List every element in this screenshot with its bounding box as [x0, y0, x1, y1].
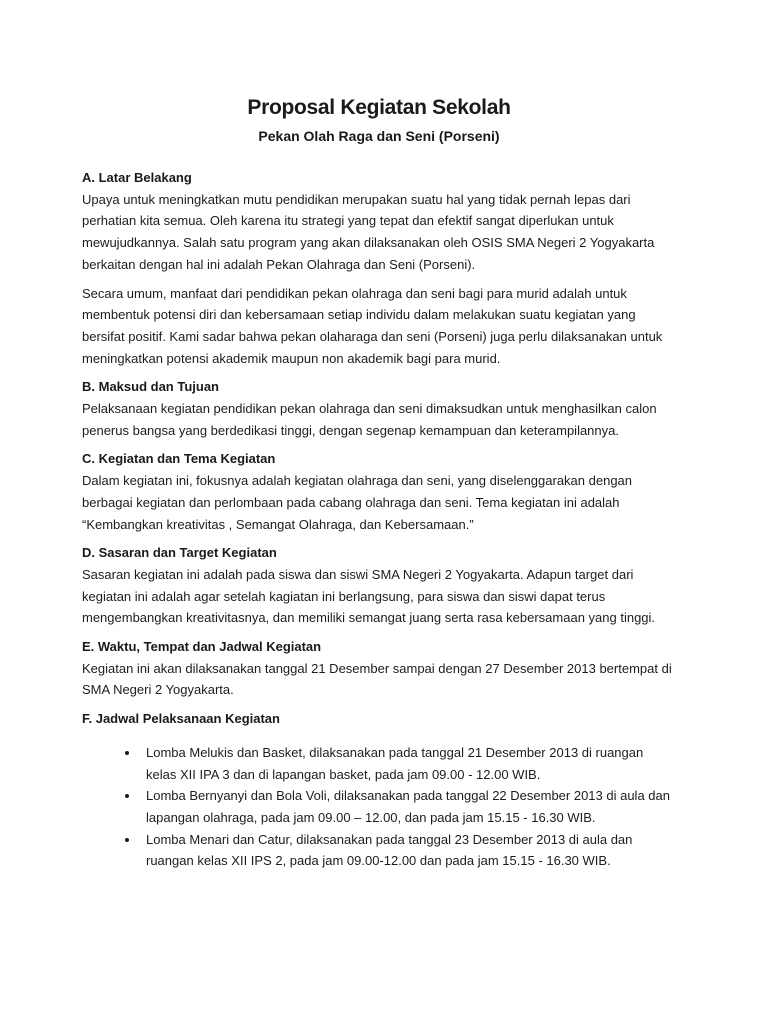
bullet-item: • Lomba Bernyanyi dan Bola Voli, dilaksanakan pada tanggal 22 Desember 2013 di aula dan lapangan olahraga, pada jam 09.00 – 12.00, dan pada jam 15.15 - 16.30 WIB. — [140, 785, 676, 828]
document-content — [82, 93, 676, 872]
bullet-item: • Lomba Melukis dan Basket, dilaksanakan pada tanggal 21 Desember 2013 di ruangan kelas XII IPA 3 dan di lapangan basket, pada jam 09.00 - 12.00 WIB. — [140, 742, 676, 785]
section-heading-a: A. Latar Belakang — [82, 170, 192, 185]
section-heading-f: F. Jadwal Pelaksanaan Kegiatan — [82, 711, 280, 727]
paragraph: Upaya untuk meningkatkan mutu pendidikan merupakan suatu hal yang tidak pernah lepas dari perhatian kita semua. Oleh karena itu strategi yang tepat dan efektif sangat diperlukan untuk mewujudkannya. Salah satu program yang akan dilaksanakan oleh OSIS SMA Negeri 2 Yogyakarta berkaitan dengan hal ini adalah Pekan Olahraga dan Seni (Porseni). — [82, 191, 655, 272]
section-waktu-tempat-jadwal — [82, 636, 676, 701]
section-maksud-dan-tujuan — [82, 376, 676, 441]
section-heading-e: E. Waktu, Tempat dan Jadwal Kegiatan — [82, 639, 322, 655]
document-title: Proposal Kegiatan Sekolah — [247, 96, 511, 119]
section-jadwal-pelaksanaan — [82, 708, 676, 872]
section-heading-d: D. Sasaran dan Target Kegiatan — [82, 545, 277, 561]
paragraph: Dalam kegiatan ini, fokusnya adalah kegiatan olahraga dan seni, yang diselenggarakan dengan berbagai kegiatan dan perlombaan pada cabang olahraga dan seni. Tema kegiatan ini adalah “Kembangkan kreativitas , Semangat Olahraga, dan Kebersamaan.” — [82, 473, 633, 532]
bullet-item: • Lomba Menari dan Catur, dilaksanakan pada tanggal 23 Desember 2013 di aula dan ruangan kelas XII IPS 2, pada jam 09.00-12.00 dan pada jam 15.15 - 16.30 WIB. — [140, 829, 676, 872]
paragraph: Pelaksanaan kegiatan pendidikan pekan olahraga dan seni dimaksudkan untuk menghasilkan calon penerus bangsa yang berdedikasi tinggi, dengan segenap kemampuan dan keterampilannya. — [82, 401, 657, 438]
bullet-list — [82, 742, 676, 872]
section-heading-b: B. Maksud dan Tujuan — [82, 379, 219, 395]
paragraph: Kegiatan ini akan dilaksanakan tanggal 21 Desember sampai dengan 27 Desember 2013 bertempat di SMA Negeri 2 Yogyakarta. — [82, 660, 672, 698]
paragraph: Secara umum, manfaat dari pendidikan pekan olahraga dan seni bagi para murid adalah untuk membentuk potensi diri dan kebersamaan setiap individu dalam melakukan suatu kegiatan yang bersifat positif. Kami sadar bahwa pekan olaharaga dan seni (Porseni) juga perlu dilaksanakan untuk meningkatkan potensi akademik maupun non akademik bagi para murid. — [82, 285, 663, 366]
section-heading-c: C. Kegiatan dan Tema Kegiatan — [82, 451, 276, 467]
section-sasaran-dan-target — [82, 542, 676, 629]
section-kegiatan-dan-tema — [82, 448, 676, 535]
document-subtitle: Pekan Olah Raga dan Seni (Porseni) — [258, 128, 500, 144]
paragraph: Sasaran kegiatan ini adalah pada siswa dan siswi SMA Negeri 2 Yogyakarta. Adapun target dari kegiatan ini adalah agar setelah kagiatan ini berlangsung, para siswa dan siswi dapat terus mengembangkan kreativitasnya, dan memiliki semangat juang serta rasa kebersamaan yang tinggi. — [82, 566, 656, 626]
section-latar-belakang — [82, 167, 676, 369]
